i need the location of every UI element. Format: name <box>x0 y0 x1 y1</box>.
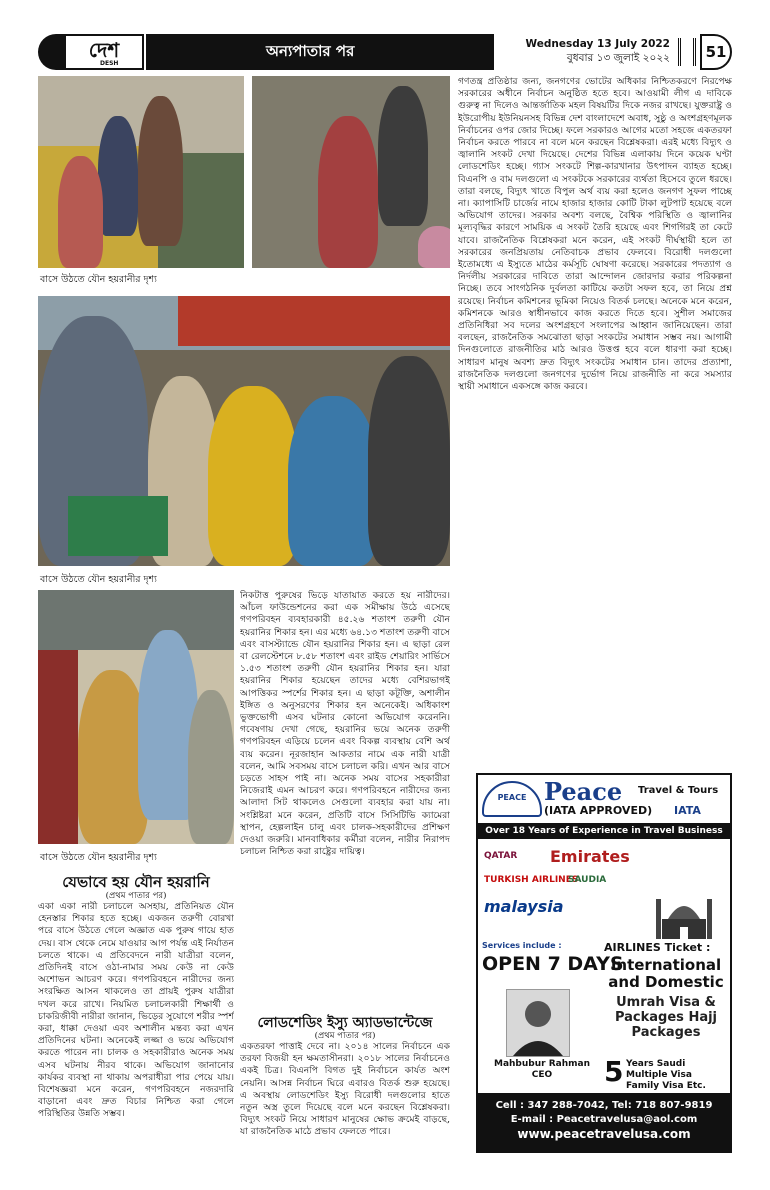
photo-caption-1: বাসে উঠতে যৌন হয়রানীর দৃশ্য <box>40 274 157 285</box>
section-title: অন্যপাতার পর <box>266 41 355 60</box>
photo-caption-2: বাসে উঠতে যৌন হয়রানীর দৃশ্য <box>40 574 157 585</box>
article1-continued: (প্রথম পাতার পর) <box>105 891 167 901</box>
article2-headline: লোডশেডিং ইস্যু অ্যাডভান্টেজে <box>257 1015 433 1031</box>
umrah-hajj-packages: Umrah Visa & Packages Hajj Packages <box>614 995 718 1040</box>
photo-bus-harassment-3 <box>38 590 234 844</box>
article3-text: গণতন্ত্র প্রতিষ্ঠার জন্য, জনগণের ভোটের অধিকার নিশ্চিতকরণে নিরপেক্ষ সরকারের অধীনে নির্বাচন অনুষ্ঠিত হতে হবে। আওয়ামী লীগ এ দাবিকে গুরুত্ব না দিলেও আন্তর্জাতিক মহল বিষয়টির দিকে নজর রাখছে। যুক্তরাষ্ট্র ও ইউরোপীয় ইউনিয়নসহ বিভিন্ন দেশ বাংলাদেশে অবাধ, সুষ্ঠু ও অংশগ্রহণমূলক নির্বাচনের ওপর জোর দিচ্ছে। ফলে সরকারও আগের মতো সহজে একতরফা নির্বাচন করতে পারবে না বলে মনে করছেন বিশ্লেষকরা। এরই মধ্যে বিদ্যুৎ ও জ্বালানি সংকট দেখা দিয়েছে। দেশের বিভিন্ন এলাকায় দিনে কয়েক ঘণ্টা লোডশেডিং হচ্ছে। গ্যাস সংকটে শিল্প-কারখানার উৎপাদন ব্যাহত হচ্ছে। বিএনপি ও বাম দলগুলো এ সংকটকে সরকারের ব্যর্থতা হিসেবে তুলে ধরছে। তারা বলছে, বিদ্যুৎ খাতে বিপুল অর্থ ব্যয় করা হলেও জনগণ সুফল পাচ্ছে না। ক্যাপাসিটি চার্জের নামে হাজার হাজার কোটি টাকা লুটপাট হয়েছে বলে অভিযোগ তাদের। সরকার অবশ্য বলছে, বৈশ্বিক পরিস্থিতি ও জ্বালানির মূল্যবৃদ্ধির কারণে সাময়িক এ সংকট তৈরি হয়েছে এবং শিগগিরই তা কেটে যাবে। রাজনৈতিক বিশ্লেষকরা মনে করেন, এই সংকট দীর্ঘস্থায়ী হলে তা সরকারের জনপ্রিয়তায় নেতিবাচক প্রভাব ফেলবে। বিরোধী দলগুলো ইতোমধ্যে এ ইস্যুতে মাঠের কর্মসূচি ঘোষণা করেছে। সরকারের পদত্যাগ ও নির্দলীয় সরকারের দাবিতে তারা আন্দোলন জোরদার করার পরিকল্পনা নিচ্ছে। তবে সাংগঠনিক দুর্বলতা কাটিয়ে কতটা সফল হবে, তা নিয়ে প্রশ্ন রয়েছে। নির্বাচন কমিশনের ভূমিকা নিয়েও বিতর্ক চলছে। অনেকে মনে করেন, কমিশনকে আরও স্বাধীনভাবে কাজ করতে দিতে হবে। সুশীল সমাজের প্রতিনিধিরা সব দলের অংশগ্রহণে সংলাপের আহ্বান জানিয়েছেন। তারা বলছেন, রাজনৈতিক সমঝোতা ছাড়া সংকটের সমাধান সম্ভব নয়। আগামী দিনগুলোতে রাজনীতির মাঠ আরও উত্তপ্ত হবে বলে ধারণা করা হচ্ছে। সাধারণ মানুষ অবশ্য দ্রুত বিদ্যুৎ সংকটের সমাধান চান। তাদের প্রত্যাশা, রাজনৈতিক দলগুলো জনগণের দুর্ভোগ নিয়ে রাজনীতি না করে সমস্যার স্থায়ী সমাধানে একসঙ্গে কাজ করবে। <box>458 76 732 393</box>
services-label: Services include : <box>482 941 562 950</box>
five-years-text: Years Saudi Multiple Visa Family Visa Etc. <box>626 1059 706 1091</box>
issue-date <box>494 37 670 65</box>
ad-experience-band: Over 18 Years of Experience in Travel Business <box>478 823 730 839</box>
ad-title: Peace <box>544 777 623 806</box>
airline-qatar: QATAR <box>484 851 518 861</box>
ad-header <box>478 775 730 821</box>
ceo-name: Mahbubur Rahman <box>494 1059 590 1069</box>
article2-text: একতরফা পাত্তাই দেবে না। ২০১৪ সালের নির্বাচনে এক তরফা বিজয়ী হন ক্ষমতাসীনরা। ২০১৮ সালের নির্বাচনেও একই চিত্র। বিএনপি বিগত দুই নির্বাচনে কার্যত অংশ নেয়নি। আসন্ন নির্বাচন ঘিরে এবারও বিতর্ক শুরু হয়েছে। এ অবস্থায় লোডশেডিং ইস্যু বিরোধী দলগুলোর হাতে নতুন অস্ত্র তুলে দিয়েছে বলে মনে করছেন বিশ্লেষকরা। বিদ্যুৎ সংকট নিয়ে সাধারণ মানুষের ক্ষোভ ক্রমেই বাড়ছে, যা রাজনৈতিক মাঠে প্রভাব ফেলতে পারে। <box>240 1041 450 1138</box>
ad-website: www.peacetravelusa.com <box>517 1127 691 1141</box>
ceo-name-block <box>482 1059 602 1081</box>
mosque-icon <box>654 889 714 939</box>
international-domestic: International and Domestic <box>608 956 724 991</box>
article1-column-2 <box>240 590 450 1002</box>
article2-continued: (প্রথম পাতার পর) <box>314 1031 376 1041</box>
photo-bus-harassment-1 <box>38 76 450 268</box>
ad-title-suffix: Travel & Tours <box>638 785 719 796</box>
peace-logo: PEACE <box>482 781 542 817</box>
section-bar <box>146 34 494 70</box>
ad-email: E-mail : Peacetravelusa@aol.com <box>510 1114 698 1125</box>
page-number: 51 <box>700 34 732 70</box>
desh-logo <box>64 34 144 70</box>
photo-bus-harassment-2 <box>38 296 450 566</box>
logo-text: দেশ <box>88 37 120 62</box>
five-years-number: 5 <box>604 1055 624 1088</box>
logo-subtext: DESH <box>100 60 119 67</box>
article1-headline: যেভাবে হয় যৌন হয়রানি <box>62 873 210 891</box>
ad-contact-band <box>478 1093 730 1151</box>
airline-saudia: SAUDIA <box>568 875 607 885</box>
ceo-title: CEO <box>531 1070 553 1080</box>
ad-iata-text: (IATA APPROVED) <box>544 804 653 817</box>
date-bangla: বুধবার ১৩ জুলাই ২০২২ <box>566 52 670 64</box>
date-english: Wednesday 13 July 2022 <box>525 38 670 50</box>
article2-column <box>240 1041 450 1153</box>
airline-turkish: TURKISH AIRLINES <box>484 875 579 885</box>
iata-logo: IATA <box>674 804 701 817</box>
peace-travel-ad <box>476 773 732 1153</box>
article1-col1-text: একা একা নারী চলাচলে অসহায়, প্রতিনিয়ত যৌন হেনস্তার শিকার হতে হচ্ছে। একজন তরুণী বোরখা পরে বাসে উঠতে গেলে অজ্ঞাত এক পুরুষ গায়ে হাত দেয়। বাস থেকে নেমে যাওয়ার আগ পর্যন্ত এই নির্যাতন চলতে থাকে। এ প্রতিবেদনে নারী যাত্রীরা বলেন, প্রতিদিনই বাসে ওঠা-নামার সময় কেউ না কেউ অশোভন আচরণ করে। গণপরিবহনে নারীদের জন্য সংরক্ষিত আসন থাকলেও তা প্রায়ই পুরুষ যাত্রীরা দখল করে রাখে। নিয়মিত চলাচলকারী শিক্ষার্থী ও চাকরিজীবী নারীরা জানান, ভিড়ের সুযোগে শরীর স্পর্শ করা, ধাক্কা দেওয়া এবং অশালীন মন্তব্য করা এখন প্রতিদিনের ঘটনা। অনেকেই লজ্জা ও ভয়ে অভিযোগ করতে পারেন না। চালক ও সহকারীরাও অনেক সময় এসব ঘটনায় নীরব থাকে। অভিযোগ জানানোর কার্যকর ব্যবস্থা না থাকায় অপরাধীরা পার পেয়ে যায়। বিশেষজ্ঞরা মনে করেন, গণপরিবহনে নজরদারি বাড়ানো এবং দ্রুত বিচার নিশ্চিত করা গেলে পরিস্থিতির উন্নতি সম্ভব। <box>38 901 234 1120</box>
ad-phone: Cell : 347 288-7042, Tel: 718 807-9819 <box>495 1100 713 1111</box>
article1-col2-text: নিকটাত্ত পুরুষের ভিড়ে যাতায়াত করতে হয় নারীদের। আঁচল ফাউন্ডেশনের করা এক সমীক্ষায় উঠে এসেছে গণপরিবহন ব্যবহারকারী ৪৫.২৬ শতাংশ তরুণী যৌন হয়রানির শিকার হন। এর মধ্যে ৬৪.১৩ শতাংশ তরুণী বাসে এবং বাসস্ট্যান্ডে যৌন হয়রানির শিকার হন। এ ছাড়া রেল বা রেলস্টেশনে ৮.৫৮ শতাংশ এবং রাইড শেয়ারিং সার্ভিসে ১.৫৩ শতাংশ তরুণী যৌন হয়রানির শিকার হন। যারা হয়রানির শিকার হয়েছেন তাদের মধ্যে বেশিরভাগই আপত্তিকর স্পর্শের শিকার হন। এ ছাড়া কটূক্তি, অশালীন ইঙ্গিত ও অনুসরণের শিকার হন অনেকেই। অধিকাংশ ভুক্তভোগী এসব ঘটনার কোনো অভিযোগ করেননি। গবেষণায় দেখা গেছে, হয়রানির ভয়ে অনেক তরুণী গণপরিবহন এড়িয়ে চলেন এবং বিকল্প ব্যবস্থায় বেশি অর্থ ব্যয় করেন। নূরজাহান আকতার নামে এক নারী যাত্রী বলেন, আমি সবসময় বাসে চলাচল করি। এখন আর বাসে চড়তে সাহস পাই না। অনেক সময় বাসের সহকারীরা নিজেরাই এমন আচরণ করে। গণপরিবহনে নারীদের জন্য আলাদা সিট থাকলেও সেগুলো ব্যবহার করা যায় না। সংশ্লিষ্টরা মনে করেন, প্রতিটি বাসে সিসিটিভি ক্যামেরা স্থাপন, হেল্পলাইন চালু এবং চালক-সহকারীদের প্রশিক্ষণ দেওয়া জরুরি। মানবাধিকার কর্মীরা বলেন, নারীর নিরাপদ চলাচল নিশ্চিত করা রাষ্ট্রের দায়িত্ব। <box>240 590 450 858</box>
pillar-icon <box>678 38 696 66</box>
article3-column <box>458 76 732 766</box>
airline-malaysia: malaysia <box>484 897 564 916</box>
photo-caption-3: বাসে উঠতে যৌন হয়রানীর দৃশ্য <box>40 852 157 863</box>
ceo-portrait <box>506 989 570 1057</box>
airlines-ticket-label: AIRLINES Ticket : <box>604 941 711 954</box>
page-header <box>38 34 732 70</box>
open-seven-days: OPEN 7 DAYS <box>482 953 624 975</box>
airline-emirates: Emirates <box>550 847 630 866</box>
article1-column-1 <box>38 901 234 1153</box>
header-left-cap <box>38 34 64 70</box>
